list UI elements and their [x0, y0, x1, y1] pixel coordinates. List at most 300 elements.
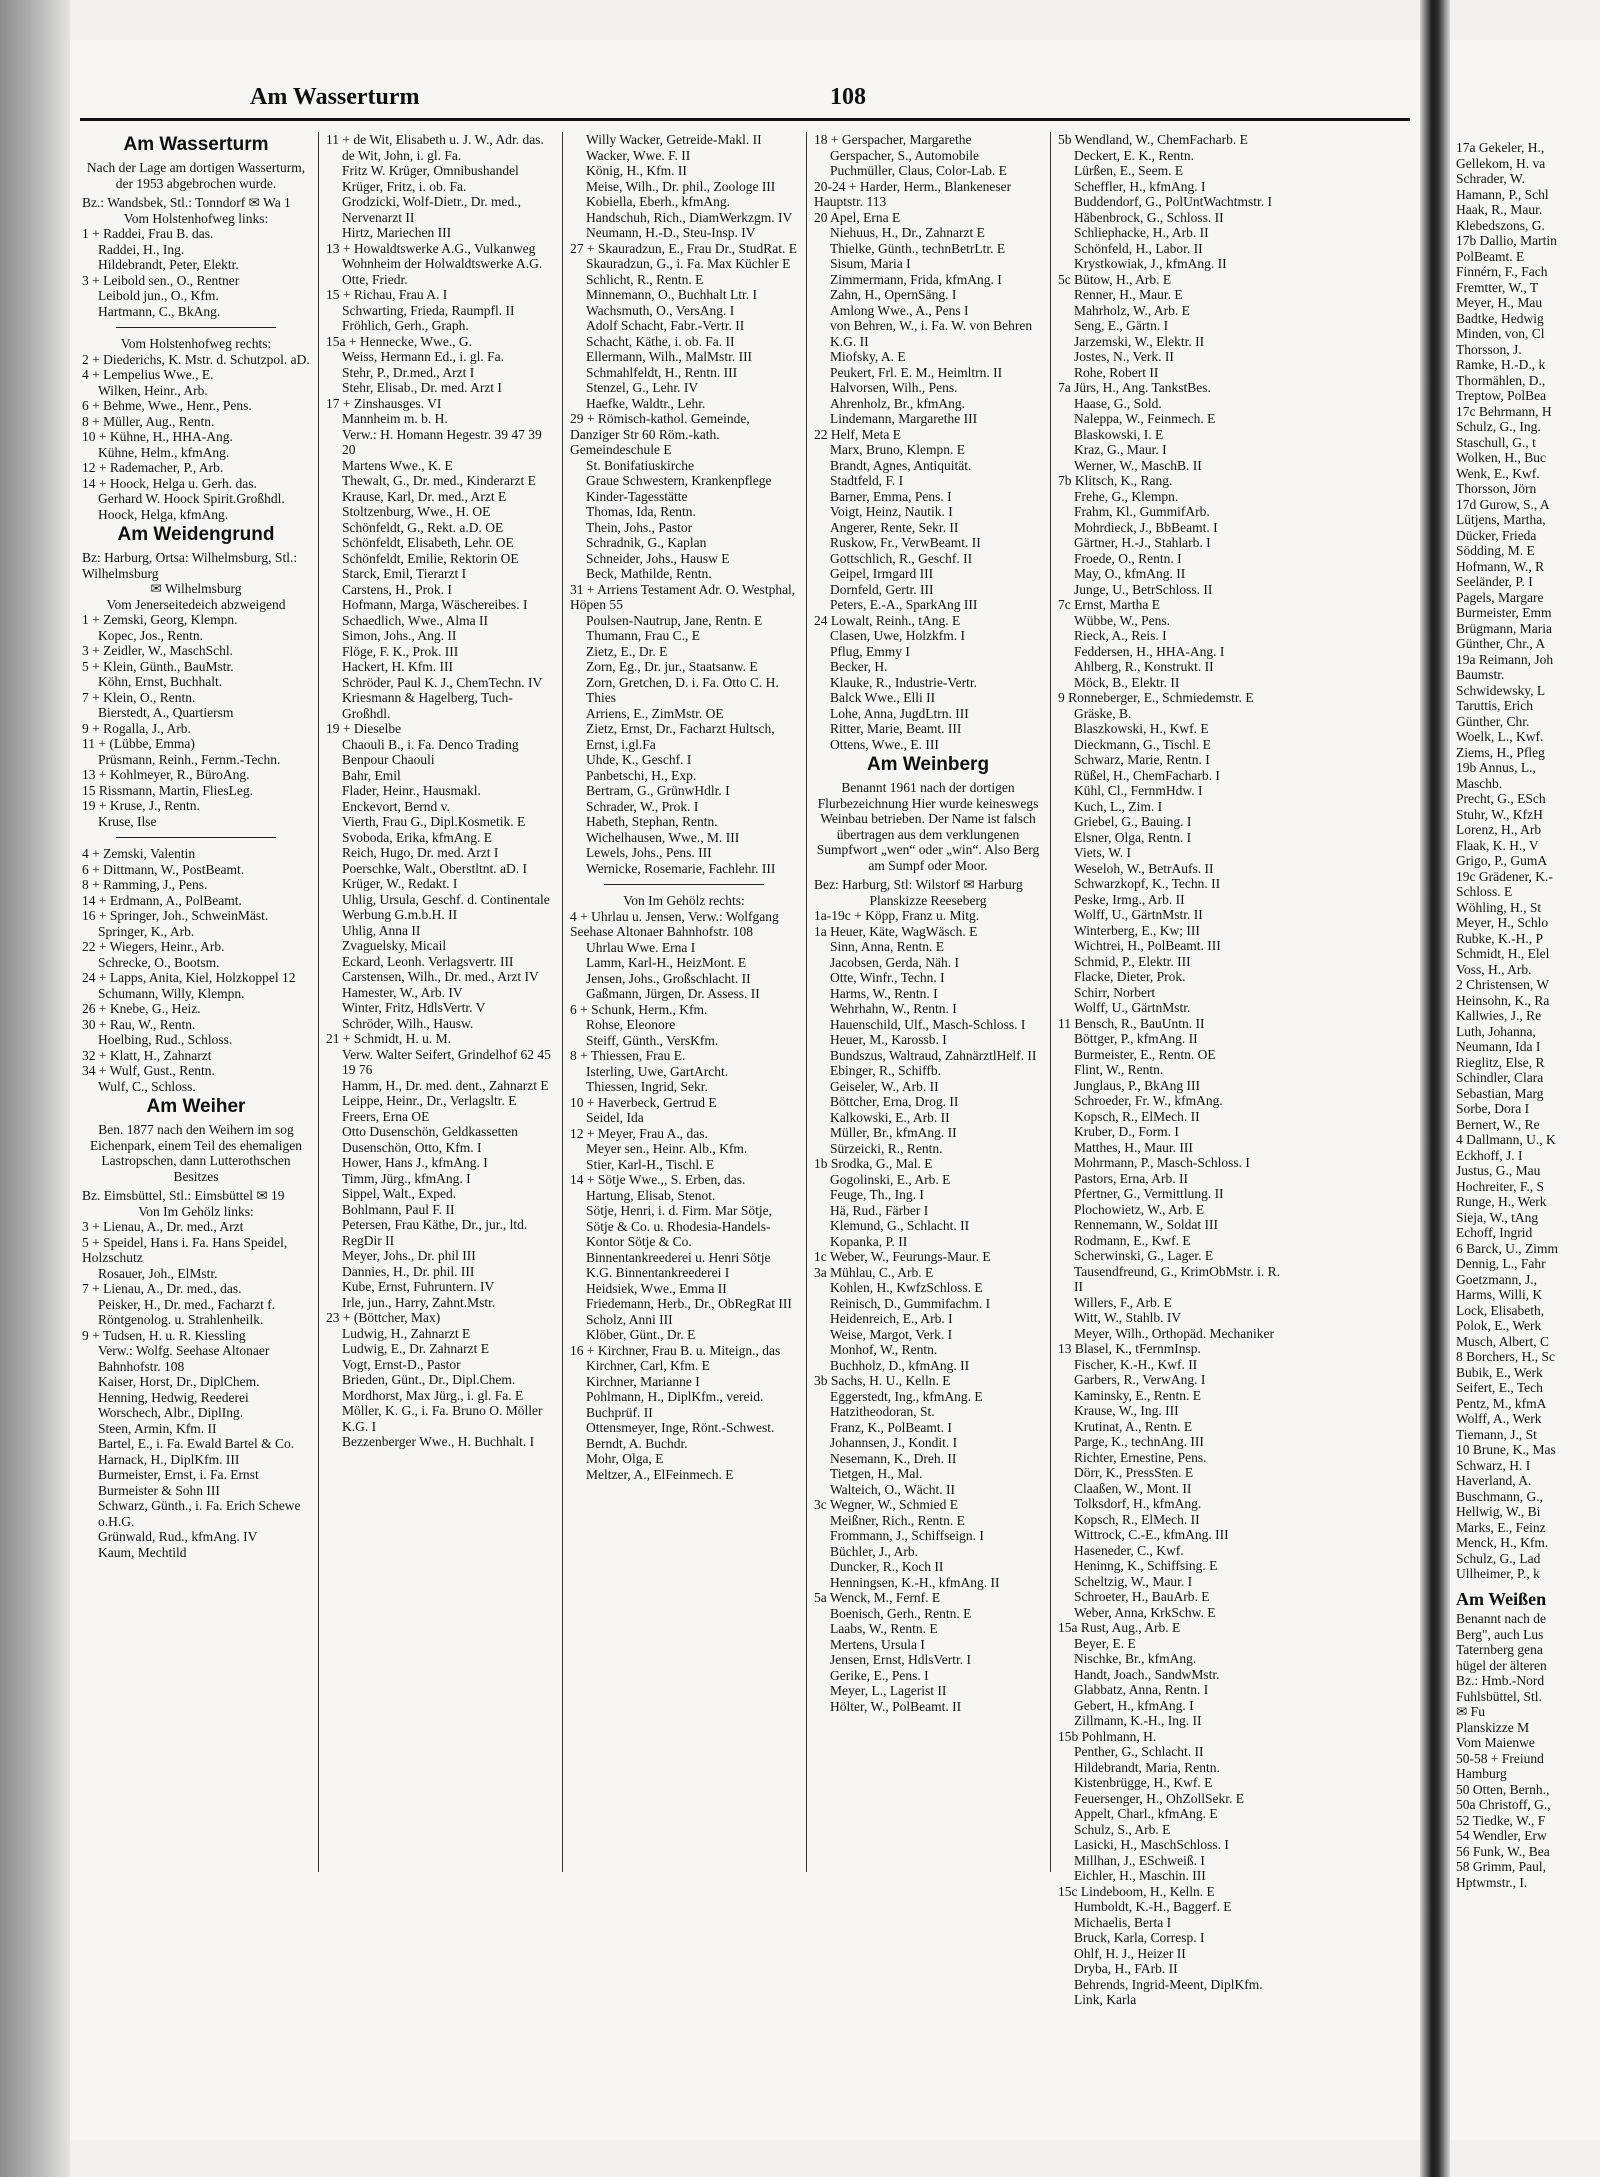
resident-entry: Kistenbrügge, H., Kwf. E — [1074, 1775, 1213, 1790]
resident-entry: Meyer, Johs., Dr. phil III — [342, 1248, 476, 1263]
resident-entry: Zietz, Ernst, Dr., Facharzt Hultsch, Ernst, i.gl.Fa — [586, 721, 775, 752]
resident-entry: Dörr, K., PressSten. E — [1074, 1465, 1194, 1480]
resident-entry: Uhlig, Anna II — [342, 922, 421, 938]
house-entry: 5a Wenck, M., Fernf. E — [814, 1590, 941, 1605]
resident-entry: Verw. Walter Seifert, Grindelhof 62 45 19 76 — [342, 1046, 551, 1077]
house-entry: 16 + Kirchner, Frau B. u. Miteign., das — [570, 1342, 781, 1358]
resident-entry: 19b Annus, L., — [1456, 760, 1536, 775]
resident-entry: Poerschke, Walt., Oberstltnt. aD. I — [342, 860, 527, 876]
resident-entry: Rohse, Eleonore — [586, 1017, 676, 1032]
resident-entry: Nesemann, K., Dreh. II — [830, 1450, 957, 1466]
resident-entry: Hartung, Elisab, Stenot. — [586, 1187, 716, 1203]
street-description: Nach der Lage am dortigen Wasserturm, der 1953 abgebrochen wurde. — [86, 160, 306, 191]
resident-entry: Kalkowski, E., Arb. II — [830, 1109, 950, 1125]
resident-entry: Haefke, Waldtr., Lehr. — [586, 395, 706, 411]
section-subheading: Vom Holstenhofweg rechts: — [120, 336, 272, 351]
resident-entry: Beyer, E. E — [1074, 1635, 1136, 1651]
resident-entry: Pflug, Emmy I — [830, 643, 910, 659]
left-page — [70, 40, 1420, 2140]
resident-entry: Feuersenger, H., OhZollSekr. E — [1074, 1790, 1245, 1806]
resident-entry: Gaßmann, Jürgen, Dr. Assess. II — [586, 986, 760, 1001]
resident-entry: Seng, E., Gärtn. I — [1074, 318, 1169, 333]
resident-entry: Hochreiter, F., S — [1456, 1178, 1544, 1194]
house-entry: 9 + Tudsen, H. u. R. Kiessling — [82, 1327, 246, 1343]
resident-entry: Thomas, Ida, Rentn. — [586, 504, 696, 519]
directory-column-5 — [1058, 132, 1286, 2132]
resident-entry: Eckard, Leonh. Verlagsvertr. III — [342, 953, 514, 969]
house-entry: 9 + Rogalla, J., Arb. — [82, 720, 191, 736]
house-entry: 15a + Hennecke, Wwe., G. — [326, 333, 473, 349]
house-entry: Bz. Eimsbüttel, Stl.: Eimsbüttel ✉ 19 — [82, 1188, 285, 1203]
resident-entry: Heidenreich, E., Arb. I — [830, 1311, 953, 1326]
resident-entry: Rohe, Robert II — [1074, 364, 1159, 380]
resident-entry: Kaiser, Horst, Dr., DiplChem. — [98, 1374, 260, 1389]
resident-entry: Mohrdieck, J., BbBeamt. I — [1074, 519, 1218, 535]
resident-entry: Stadtfeld, F. I — [830, 473, 904, 488]
resident-entry: Hellwig, W., Bi — [1456, 1504, 1541, 1519]
resident-entry: Winterberg, E., Kw; III — [1074, 922, 1200, 938]
resident-entry: Schönfeldt, Emilie, Rektorin OE — [342, 550, 519, 566]
resident-entry: Adolf Schacht, Fabr.-Vertr. II — [586, 318, 745, 333]
resident-entry: Heninng, K., Schiffsing. E — [1074, 1558, 1218, 1573]
resident-entry: Stoltzenburg, Wwe., H. OE — [342, 504, 491, 519]
house-entry: 24 + Lapps, Anita, Kiel, Holzkoppel 12 — [82, 970, 296, 985]
resident-entry: Meißner, Rich., Rentn. E — [830, 1512, 965, 1528]
street-heading: Am Weidengrund — [117, 524, 275, 545]
resident-entry: Raddei, H., Ing. — [98, 241, 185, 257]
resident-entry: Schwarzkopf, K., Techn. II — [1074, 876, 1221, 891]
resident-entry: Hofmann, W., R — [1456, 558, 1545, 574]
resident-entry: Lürßen, E., Seem. E — [1074, 163, 1184, 178]
house-entry: 14 + Hoock, Helga u. Gerh. das. — [82, 475, 257, 491]
resident-entry: Zvaguelsky, Micail — [342, 938, 447, 953]
resident-entry: von Behren, W., i. Fa. W. von Behren K.G. II — [830, 318, 1033, 349]
resident-entry: Ritter, Marie, Beamt. III — [830, 721, 962, 736]
resident-entry: Bundszus, Waltraud, ZahnärztlHelf. II — [830, 1047, 1037, 1063]
resident-entry: Kobiella, Eberh., kfmAng. — [586, 194, 730, 209]
resident-entry: Ottens, Wwe., E. III — [830, 736, 939, 752]
resident-entry: Blaszkowski, H., Kwf. E — [1074, 721, 1209, 736]
house-entry: 13 + Kohlmeyer, R., BüroAng. — [82, 767, 250, 782]
resident-entry: Matthes, H., Maur. III — [1074, 1139, 1193, 1155]
resident-entry: Irle, jun., Harry, Zahnt.Mstr. — [342, 1294, 496, 1310]
resident-entry: Dennig, L., Fahr — [1456, 1256, 1546, 1271]
resident-entry: Laabs, W., Rentn. E — [830, 1621, 938, 1636]
resident-entry: Skauradzun, G., i. Fa. Max Küchler E — [586, 256, 791, 271]
house-entry: 5 + Klein, Günth., BauMstr. — [82, 658, 234, 674]
resident-entry: Lohe, Anna, JugdLtrn. III — [830, 705, 969, 721]
resident-entry: Minnemann, O., Buchhalt Ltr. I — [586, 287, 757, 302]
resident-entry: Ramke, H.-D., k — [1456, 357, 1546, 372]
resident-entry: Heuer, M., Karossb. I — [830, 1032, 947, 1047]
house-entry: 20-24 + Harder, Herm., Blankeneser Hauptstr. 113 — [814, 178, 1012, 209]
resident-entry: Brieden, Günt., Dr., Dipl.Chem. — [342, 1372, 516, 1387]
resident-entry: Thormählen, D., — [1456, 372, 1546, 388]
house-entry: 5 + Speidel, Hans i. Fa. Hans Speidel, Holzschutz — [82, 1234, 288, 1265]
resident-entry: Mertens, Ursula I — [830, 1636, 925, 1652]
resident-entry: Winter, Fritz, HdlsVertr. V — [342, 1000, 486, 1015]
resident-entry: Müller, Br., kfmAng. II — [830, 1125, 957, 1140]
resident-entry: Bohlmann, Paul F. II — [342, 1201, 455, 1217]
house-entry: 16 + Springer, Joh., SchweinMäst. — [82, 908, 269, 923]
resident-entry: Fremtter, W., T — [1456, 279, 1539, 295]
resident-entry: Johannsen, J., Kondit. I — [830, 1435, 958, 1450]
resident-entry: Mohrmann, P., Masch-Schloss. I — [1074, 1155, 1250, 1170]
resident-entry: Geiseler, W., Arb. II — [830, 1078, 939, 1094]
resident-entry: Wübbe, W., Pens. — [1074, 612, 1170, 628]
resident-entry: Jensen, Johs., Großschlacht. II — [586, 970, 751, 986]
house-entry: 30 + Rau, W., Rentn. — [82, 1016, 196, 1032]
resident-entry: Wolken, H., Buc — [1456, 450, 1547, 465]
resident-entry: Schumann, Willy, Klempn. — [98, 985, 245, 1001]
resident-entry: 54 Wendler, Erw — [1456, 1828, 1547, 1843]
resident-entry: Ebinger, R., Schiffb. — [830, 1063, 941, 1078]
resident-entry: Schroeter, H., BauArb. E — [1074, 1589, 1210, 1604]
resident-entry: Angerer, Rente, Sekr. II — [830, 519, 959, 535]
resident-entry: Günther, Chr., A — [1456, 636, 1546, 651]
resident-entry: Pfertner, G., Vermittlung. II — [1074, 1186, 1224, 1201]
resident-entry: Bernert, W., Re — [1456, 1116, 1540, 1132]
resident-entry: Ottensmeyer, Inge, Rönt.-Schwest. — [586, 1420, 775, 1435]
house-entry: 7 + Lienau, A., Dr. med., das. — [82, 1281, 242, 1296]
resident-entry: ✉ Fu — [1456, 1704, 1485, 1719]
resident-entry: Rieglitz, Else, R — [1456, 1054, 1545, 1070]
house-entry: 15b Pohlmann, H. — [1058, 1728, 1157, 1744]
resident-entry: Tausendfreund, G., KrimObMstr. i. R. II — [1074, 1263, 1281, 1294]
house-entry: 1a-19c + Köpp, Franz u. Mitg. — [814, 908, 980, 923]
house-entry: 34 + Wulf, Gust., Rentn. — [82, 1063, 215, 1078]
resident-entry: Krause, Karl, Dr. med., Arzt E — [342, 488, 507, 504]
house-entry: 3a Mühlau, C., Arb. E — [814, 1264, 934, 1280]
house-entry: 12 + Rademacher, P., Arb. — [82, 460, 224, 475]
resident-entry: Sippel, Walt., Exped. — [342, 1186, 457, 1201]
resident-entry: Stehr, Elisab., Dr. med. Arzt I — [342, 380, 502, 395]
street-heading: Am Wasserturm — [123, 134, 269, 155]
resident-entry: Schacht, Käthe, i. ob. Fa. II — [586, 333, 735, 349]
resident-entry: Kaum, Mechtild — [98, 1544, 187, 1560]
resident-entry: Stuhr, W., KfzH — [1456, 806, 1543, 822]
resident-entry: Geipel, Irmgard III — [830, 566, 934, 581]
resident-entry: Handschuh, Rich., DiamWerkzgm. IV — [586, 209, 793, 225]
right-page-column — [1456, 140, 1600, 1890]
resident-entry: Dannies, H., Dr. phil. III — [342, 1263, 475, 1279]
resident-entry: Prüsmann, Reinh., Fernm.-Techn. — [98, 751, 281, 767]
resident-entry: Wolff, U., GärtnMstr. — [1074, 1000, 1191, 1015]
resident-entry: Wehrhahn, W., Rentn. I — [830, 1001, 957, 1016]
resident-entry: Haak, R., Maur. — [1456, 202, 1543, 217]
section-divider — [604, 884, 764, 885]
resident-entry: Parge, K., technAng. III — [1074, 1434, 1204, 1449]
resident-entry: Kallwies, J., Re — [1456, 1008, 1542, 1023]
resident-entry: Plochowietz, W., Arb. E — [1074, 1201, 1205, 1217]
section-subheading: Vom Holstenhofweg links: — [123, 210, 269, 226]
resident-entry: Panbetschi, H., Exp. — [586, 767, 697, 783]
resident-entry: Link, Karla — [1074, 1992, 1137, 2007]
resident-entry: Jostes, N., Verk. II — [1074, 349, 1174, 364]
scan-edge-left — [0, 0, 70, 2177]
resident-entry: Schindler, Clara — [1456, 1070, 1544, 1085]
resident-entry: Habeth, Stephan, Rentn. — [586, 814, 718, 829]
resident-entry: Berndt, A. Buchdr. — [586, 1435, 688, 1451]
resident-entry: Stehr, P., Dr.med., Arzt I — [342, 364, 475, 380]
resident-entry: Martens Wwe., K. E — [342, 457, 453, 473]
resident-entry: Steen, Armin, Kfm. II — [98, 1420, 217, 1436]
resident-entry: Hartmann, C., BkAng. — [98, 303, 221, 319]
resident-entry: Ahrenholz, Br., kfmAng. — [830, 395, 965, 411]
resident-entry: Klauke, R., Industrie-Vertr. — [830, 674, 977, 690]
resident-entry: Justus, G., Mau — [1456, 1163, 1541, 1178]
resident-entry: Dieckmann, G., Tischl. E — [1074, 736, 1211, 752]
resident-entry: Handt, Joach., SandwMstr. — [1074, 1666, 1220, 1682]
resident-entry: Precht, G., ESch — [1456, 791, 1546, 806]
resident-entry: Mahrholz, W., Arb. E — [1074, 302, 1190, 318]
resident-entry: Kube, Ernst, Fuhruntern. IV — [342, 1279, 495, 1294]
resident-entry: Schliephacke, H., Arb. II — [1074, 225, 1209, 240]
resident-entry: Gottschlich, R., Geschf. II — [830, 550, 973, 566]
street-heading: Am Weiher — [146, 1096, 246, 1117]
resident-entry: Luth, Johanna, — [1456, 1023, 1536, 1039]
house-entry: 4 + Uhrlau u. Jensen, Verw.: Wolfgang Seehase Altonaer Bahnhofstr. 108 — [570, 908, 779, 939]
resident-entry: Becker, H. — [830, 659, 888, 674]
resident-entry: Kruber, D., Form. I — [1074, 1124, 1179, 1139]
column-divider — [1050, 132, 1051, 1872]
resident-entry: Witt, W., Stahlb. IV — [1074, 1310, 1182, 1325]
resident-entry: Thumann, Frau C., E — [586, 628, 700, 643]
house-entry: 1 + Raddei, Frau B. das. — [82, 226, 214, 241]
resident-entry: 19c Grädener, K.- — [1456, 868, 1553, 884]
section-subheading: Vom Jenerseitedeich abzweigend — [106, 596, 286, 612]
resident-entry: Hildebrandt, Peter, Elektr. — [98, 257, 239, 272]
resident-entry: Behrends, Ingrid-Meent, DiplKfm. — [1074, 1976, 1263, 1992]
resident-entry: Zahn, H., OpernSäng. I — [830, 287, 957, 302]
resident-entry: Thewalt, G., Dr. med., Kinderarzt E — [342, 473, 536, 488]
house-entry: 6 + Behme, Wwe., Henr., Pens. — [82, 398, 252, 413]
resident-entry: Amlong Wwe., A., Pens I — [830, 302, 969, 318]
page-header — [80, 84, 1410, 121]
resident-entry: Harms, W., Rentn. I — [830, 985, 938, 1001]
house-entry: 11 + de Wit, Elisabeth u. J. W., Adr. das. — [326, 132, 544, 147]
directory-column-1 — [82, 132, 310, 2132]
resident-entry: Bierstedt, A., Quartiersm — [98, 705, 234, 720]
resident-entry: Clasen, Uwe, Holzkfm. I — [830, 628, 965, 643]
book-gutter — [1420, 0, 1450, 2177]
section-subheading: Planskizze Reeseberg — [869, 892, 987, 908]
resident-entry: Buschmann, G., — [1456, 1488, 1543, 1504]
house-entry: 7 + Klein, O., Rentn. — [82, 689, 196, 705]
resident-entry: Franz, K., PolBeamt. I — [830, 1419, 952, 1435]
resident-entry: Neumann, H.-D., Steu-Insp. IV — [586, 225, 756, 240]
resident-entry: Sorbe, Dora I — [1456, 1101, 1530, 1116]
resident-entry: Peisker, H., Dr. med., Facharzt f. Röntgenolog. u. Strahlenheilk. — [98, 1296, 276, 1327]
resident-entry: Krüger, Fritz, i. ob. Fa. — [342, 178, 467, 194]
resident-entry: 8 Borchers, H., Sc — [1456, 1349, 1555, 1364]
resident-entry: Weber, Anna, KrkSchw. E — [1074, 1604, 1216, 1620]
section-subheading: ✉ Wilhelmsburg — [150, 581, 242, 596]
resident-entry: Reinisch, D., Gummifachm. I — [830, 1295, 991, 1311]
resident-entry: Hamburg — [1456, 1766, 1507, 1781]
resident-entry: Junglaus, P., BkAng III — [1074, 1077, 1201, 1093]
resident-entry: Grodzicki, Wolf-Dietr., Dr. med., Nervenarzt II — [342, 194, 522, 225]
resident-entry: Wulf, C., Schloss. — [98, 1078, 196, 1094]
resident-entry: Fischer, K.-H., Kwf. II — [1074, 1356, 1198, 1372]
house-entry: 6 + Schunk, Herm., Kfm. — [570, 1001, 708, 1017]
resident-entry: Uhrlau Wwe. Erna I — [586, 939, 696, 955]
house-entry: 7a Jürs, H., Ang. TankstBes. — [1058, 380, 1211, 395]
resident-entry: Burmeister, Ernst, i. Fa. Ernst Burmeister & Sohn III — [98, 1467, 259, 1498]
resident-entry: Lindemann, Margarethe III — [830, 411, 978, 426]
resident-entry: Büchler, J., Arb. — [830, 1543, 918, 1559]
house-entry: 3c Wegner, W., Schmied E — [814, 1497, 958, 1512]
resident-entry: Meyer, Wilh., Orthopäd. Mechaniker — [1074, 1325, 1274, 1341]
resident-entry: Zimmermann, Frida, kfmAng. I — [830, 271, 1002, 287]
resident-entry: Schirr, Norbert — [1074, 984, 1156, 1000]
resident-entry: Schulz, G., Lad — [1456, 1550, 1541, 1566]
resident-entry: Verw.: Wolfg. Seehase Altonaer Bahnhofstr. 108 — [98, 1343, 270, 1374]
resident-entry: Berg", auch Lus — [1456, 1626, 1544, 1642]
resident-entry: Klemund, G., Schlacht. II — [830, 1218, 970, 1233]
resident-entry: Haverland, A. — [1456, 1473, 1532, 1488]
resident-entry: Kopsch, R., ElMech. II — [1074, 1511, 1200, 1527]
resident-entry: Verw.: H. Homann Hegestr. 39 47 39 20 — [342, 426, 542, 457]
resident-entry: Woelk, L., Kwf. — [1456, 729, 1544, 744]
column-divider — [562, 132, 563, 1872]
resident-entry: Wolff, U., GärtnMstr. II — [1074, 907, 1203, 922]
resident-entry: Ruskow, Fr., VerwBeamt. II — [830, 535, 981, 550]
resident-entry: Rodmann, E., Kwf. E — [1074, 1232, 1191, 1248]
resident-entry: Deckert, E. K., Rentn. — [1074, 147, 1194, 163]
house-entry: 7b Klitsch, K., Rang. — [1058, 473, 1173, 488]
resident-entry: 17d Gurow, S., A — [1456, 496, 1550, 512]
resident-entry: Treptow, PolBea — [1456, 388, 1547, 403]
resident-entry: Miofsky, A. E — [830, 349, 906, 364]
resident-entry: Buchholz, D., kfmAng. II — [830, 1357, 970, 1373]
house-entry: 4 + Zemski, Valentin — [82, 846, 196, 861]
resident-entry: Worschech, Albr., DiplIng. — [98, 1405, 244, 1420]
resident-entry: Voss, H., Arb. — [1456, 961, 1532, 977]
column-divider — [806, 132, 807, 1872]
resident-entry: Heidsiek, Wwe., Emma II — [586, 1280, 727, 1296]
resident-entry: Peters, E.-A., SparkAng III — [830, 597, 978, 612]
resident-entry: Buddendorf, G., PolUntWachtmstr. I — [1074, 194, 1273, 209]
resident-entry: Bubik, E., Werk — [1456, 1364, 1543, 1380]
house-entry: 1b Srodka, G., Mal. E — [814, 1156, 933, 1171]
resident-entry: Bertram, G., GrünwHdlr. I — [586, 783, 730, 798]
resident-entry: Kohlen, H., KwfzSchloss. E — [830, 1280, 983, 1295]
resident-entry: Gerike, E., Pens. I — [830, 1667, 929, 1683]
resident-entry: Schloss. E — [1456, 884, 1513, 899]
house-entry: 22 + Wiegers, Heinr., Arb. — [82, 939, 225, 954]
resident-entry: Dryba, H., FArb. II — [1074, 1961, 1178, 1976]
resident-entry: Schwarz, Marie, Rentn. I — [1074, 752, 1210, 767]
resident-entry: Schrader, W., Prok. I — [586, 798, 699, 814]
house-entry: 19 + Dieselbe — [326, 721, 402, 736]
running-head-street: Am Wasserturm — [250, 84, 420, 110]
resident-entry: Peske, Irmg., Arb. II — [1074, 891, 1185, 907]
resident-entry: Mannheim m. b. H. — [342, 411, 448, 426]
house-entry: 1c Weber, W., Feurungs-Maur. E — [814, 1249, 991, 1264]
resident-entry: Starck, Emil, Tierarzt I — [342, 566, 467, 581]
resident-entry: Menck, H., Kfm. — [1456, 1535, 1549, 1550]
resident-entry: 50-58 + Freiund — [1456, 1750, 1544, 1766]
resident-entry: Feuge, Th., Ing. I — [830, 1187, 924, 1202]
resident-entry: Simon, Johs., Ang. II — [342, 628, 457, 643]
resident-entry: Lamm, Karl-H., HeizMont. E — [586, 955, 747, 970]
resident-entry: Ahlberg, R., Konstrukt. II — [1074, 659, 1214, 674]
resident-entry: Rubke, K.-H., P — [1456, 930, 1543, 946]
resident-entry: Schönfeldt, G., Rekt. a.D. OE — [342, 519, 504, 535]
directory-column-4 — [814, 132, 1042, 2132]
resident-entry: Peukert, Frl. E. M., Heimltrn. II — [830, 364, 1003, 380]
resident-entry: Hamester, W., Arb. IV — [342, 984, 463, 1000]
resident-entry: Schwarz, H. I — [1456, 1457, 1531, 1473]
resident-entry: Schmid, P., Elektr. III — [1074, 953, 1191, 969]
resident-entry: Gebert, H., kfmAng. I — [1074, 1697, 1194, 1713]
resident-entry: Goetzmann, J., — [1456, 1271, 1537, 1287]
house-entry: 19 + Kruse, J., Rentn. — [82, 798, 200, 813]
resident-entry: Schröder, Wilh., Hausw. — [342, 1015, 474, 1031]
resident-entry: Hamm, H., Dr. med. dent., Zahnarzt E — [342, 1077, 549, 1093]
house-entry: 1 + Zemski, Georg, Klempn. — [82, 612, 238, 627]
resident-entry: Thorsson, Jörn — [1456, 481, 1537, 496]
resident-entry: Kruse, Ilse — [98, 813, 157, 829]
resident-entry: Michaelis, Berta I — [1074, 1914, 1172, 1930]
resident-entry: Leibold jun., O., Kfm. — [98, 288, 219, 303]
resident-entry: Gärtner, H.-J., Stahlarb. I — [1074, 535, 1211, 550]
house-entry: 15 + Richau, Frau A. I — [326, 287, 448, 302]
resident-entry: Seeländer, P. I — [1456, 574, 1533, 589]
house-entry: 4 + Lempelius Wwe., E. — [82, 367, 214, 382]
house-entry: 8 + Müller, Aug., Rentn. — [82, 413, 215, 429]
house-entry: 23 + (Böttcher, Max) — [326, 1310, 441, 1325]
resident-entry: Meyer, L., Lagerist II — [830, 1683, 947, 1698]
resident-entry: Heinsohn, K., Ra — [1456, 992, 1550, 1008]
resident-entry: Blaskowski, I. E — [1074, 426, 1164, 442]
resident-entry: Svoboda, Erika, kfmAng. E — [342, 829, 492, 845]
resident-entry: Frehe, G., Klempn. — [1074, 488, 1179, 504]
resident-entry: de Wit, John, i. gl. Fa. — [342, 147, 462, 163]
resident-entry: Otto Dusenschön, Geldkassetten — [342, 1124, 518, 1139]
resident-entry: Echoff, Ingrid — [1456, 1225, 1533, 1240]
section-divider — [116, 327, 276, 328]
resident-entry: Kühl, Cl., FernmHdw. I — [1074, 783, 1203, 798]
directory-column-3 — [570, 132, 798, 2132]
resident-entry: Pastors, Erna, Arb. II — [1074, 1170, 1188, 1186]
resident-entry: Klebedszons, G. — [1456, 217, 1545, 233]
resident-entry: Timm, Jürg., kfmAng. I — [342, 1170, 471, 1186]
resident-entry: Willy Wacker, Getreide-Makl. II — [586, 132, 762, 147]
resident-entry: Tiemann, J., St — [1456, 1426, 1537, 1442]
resident-entry: Brügmann, Maria — [1456, 620, 1552, 636]
resident-entry: Bezzenberger Wwe., H. Buchhalt. I — [342, 1434, 535, 1449]
resident-entry: Kaminsky, E., Rentn. E — [1074, 1387, 1201, 1403]
house-entry: 11 + (Lübbe, Emma) — [82, 736, 195, 751]
house-entry: 8 + Thiessen, Frau E. — [570, 1048, 686, 1063]
resident-entry: Meise, Wilh., Dr. phil., Zoologe III — [586, 178, 776, 194]
house-entry: 31 + Arriens Testament Adr. O. Westphal, Höpen 55 — [570, 581, 796, 612]
resident-entry: Hildebrandt, Maria, Rentn. — [1074, 1759, 1220, 1775]
resident-entry: Feddersen, H., HHA-Ang. I — [1074, 643, 1225, 659]
resident-entry: Hoelbing, Rud., Schloss. — [98, 1032, 233, 1047]
section-subheading: Von Im Gehölz rechts: — [623, 893, 745, 908]
resident-entry: Vom Maienwe — [1456, 1735, 1535, 1750]
resident-entry: Schwarz, Günth., i. Fa. Erich Schewe o.H.G. — [98, 1498, 301, 1529]
resident-entry: Klöber, Günt., Dr. E — [586, 1327, 696, 1342]
resident-entry: Meyer, H., Schlo — [1456, 915, 1549, 930]
resident-entry: Möller, K. G., i. Fa. Bruno O. Möller K.G. I — [342, 1403, 543, 1434]
house-entry: 24 Lowalt, Reinh., tAng. E — [814, 612, 961, 628]
resident-entry: Flaak, K. H., V — [1456, 837, 1539, 853]
resident-entry: Rüßel, H., ChemFacharb. I — [1074, 767, 1220, 783]
